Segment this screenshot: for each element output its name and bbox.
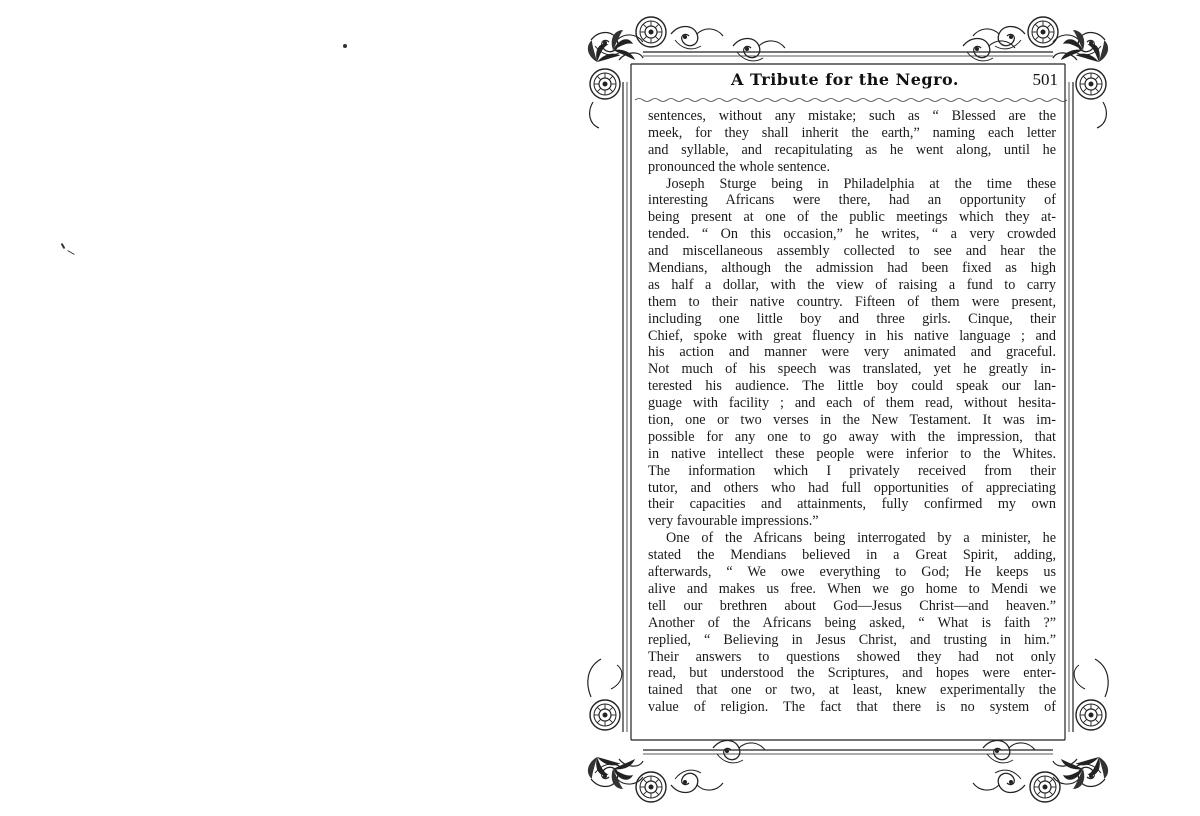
running-title: A Tribute for the Negro. <box>731 70 959 89</box>
text-line: his action and manner were very animated and graceful. <box>648 344 1056 361</box>
text-line: Mendians, although the admission had been fixed as high <box>648 260 1056 277</box>
scan-speck <box>67 250 74 255</box>
text-line: The information which I privately received from their <box>648 462 1056 479</box>
body-text <box>648 108 1056 716</box>
text-line: replied, “ Believing in Jesus Christ, and trusting in him.” <box>648 631 1056 648</box>
text-line: and syllable, and recapitulating as he went along, until he <box>648 141 1056 158</box>
text-line: terested his audience. The little boy could speak our lan- <box>648 378 1056 395</box>
text-line: Their answers to questions showed they had not only <box>648 648 1056 665</box>
text-line: tained that one or two, at least, knew experimentally the <box>648 682 1056 699</box>
text-line: as half a dollar, with the view of raising a fund to carry <box>648 276 1056 293</box>
page-number: 501 <box>1032 70 1058 89</box>
text-line: interesting Africans were there, had an opportunity of <box>648 192 1056 209</box>
text-line: in native intellect these people were inferior to the Whites. <box>648 445 1056 462</box>
text-line: Not much of his speech was translated, yet he greatly in- <box>648 361 1056 378</box>
text-line: tion, one or two verses in the New Testament. It was im- <box>648 412 1056 429</box>
text-line: read, but understood the Scriptures, and hopes were enter- <box>648 665 1056 682</box>
text-line: tutor, and others who had full opportunities of appreciating <box>648 479 1056 496</box>
text-line: very favourable impressions.” <box>648 513 819 530</box>
text-line: Joseph Sturge being in Philadelphia at the time these <box>666 175 1056 192</box>
text-line: One of the Africans being interrogated by a minister, he <box>666 530 1056 547</box>
text-line: Another of the Africans being asked, “ What is faith ?” <box>648 614 1056 631</box>
text-line: including one little boy and three girls. Cinque, their <box>648 310 1056 327</box>
text-line: being present at one of the public meetings which they at- <box>648 209 1056 226</box>
text-line: guage with facility ; and each of them read, without hesita- <box>648 395 1056 412</box>
text-line: their capacities and attainments, fully confirmed my own <box>648 496 1056 513</box>
scan-speck <box>343 44 347 48</box>
text-line: tended. “ On this occasion,” he writes, “ a very crowded <box>648 226 1056 243</box>
text-line: value of religion. The fact that there is no system of <box>648 699 1056 716</box>
text-line: afterwards, “ We owe everything to God; He keeps us <box>648 564 1056 581</box>
text-line: pronounced the whole sentence. <box>648 158 831 175</box>
text-line: Chief, spoke with great fluency in his native language ; and <box>648 327 1056 344</box>
text-line: sentences, without any mistake; such as “ Blessed are the <box>648 108 1056 124</box>
text-line: stated the Mendians believed in a Great Spirit, adding, <box>648 547 1056 564</box>
text-line: alive and makes us free. When we go home to Mendi we <box>648 580 1056 597</box>
text-line: tell our brethren about God—Jesus Christ—and heaven.” <box>648 597 1056 614</box>
running-header <box>640 66 1060 96</box>
text-line: possible for any one to go away with the impression, that <box>648 428 1056 445</box>
text-line: and miscellaneous assembly collected to see and hear the <box>648 243 1056 260</box>
text-line: meek, for they shall inherit the earth,” naming each letter <box>648 124 1056 141</box>
text-line: them to their native country. Fifteen of them were present, <box>648 293 1056 310</box>
scan-speck <box>61 243 66 249</box>
